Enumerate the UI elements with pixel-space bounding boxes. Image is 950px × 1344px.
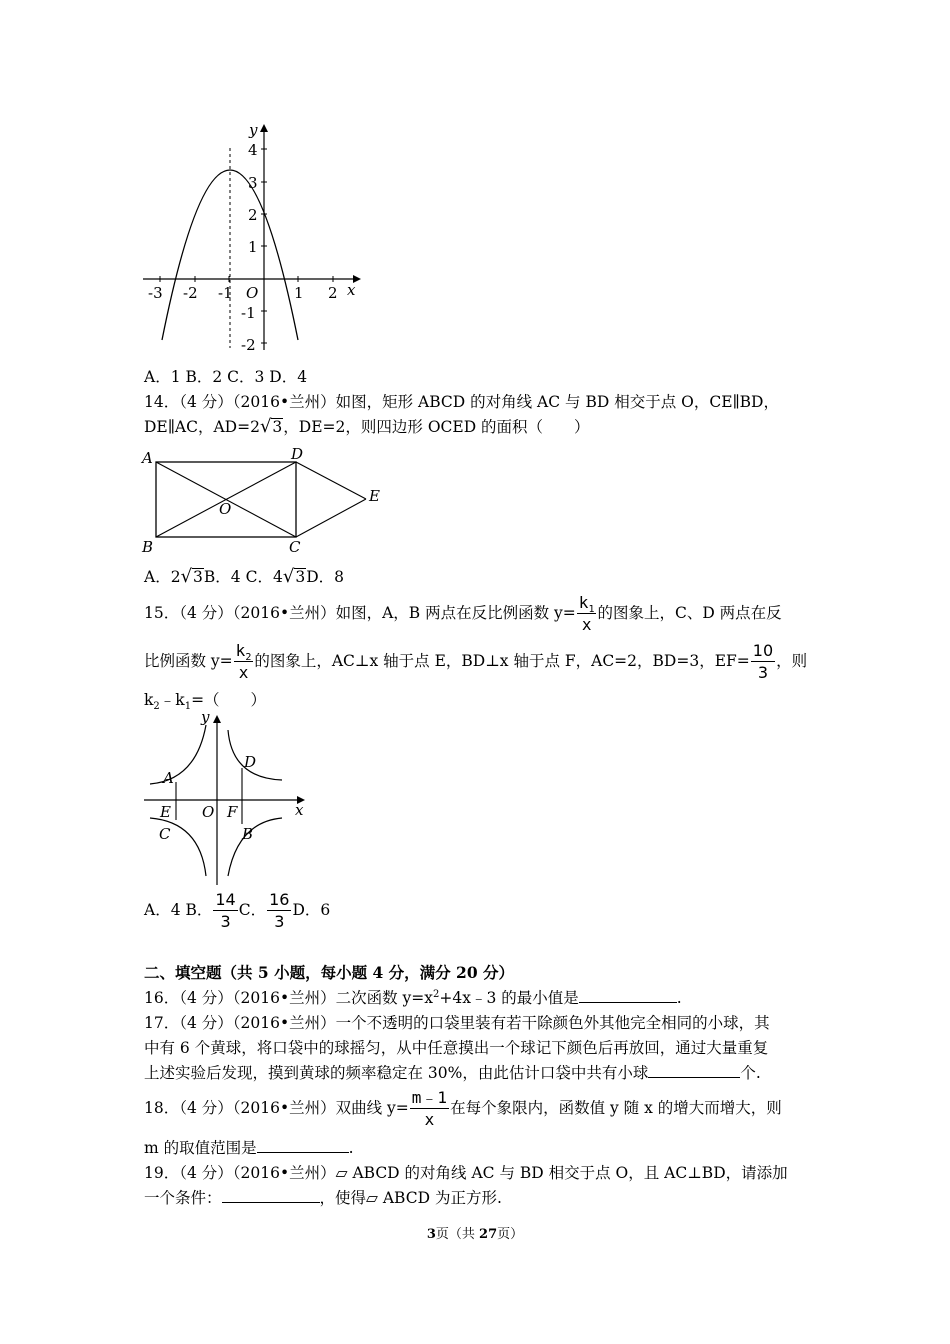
- point-label-a: A: [163, 769, 174, 787]
- y-axis-label: y: [249, 121, 258, 139]
- subscript: 2: [153, 701, 160, 713]
- q19-text: ，使得▱ ABCD 为正方形.: [319, 1189, 502, 1207]
- sqrt-sign: √: [259, 416, 272, 437]
- x-tick-label: -2: [183, 284, 198, 302]
- fraction-option-c: [267, 892, 291, 930]
- point-label-a: A: [142, 449, 153, 467]
- q14-options: [144, 567, 344, 587]
- q17-line3: [144, 1063, 761, 1083]
- option-text: D．8: [306, 568, 344, 586]
- rectangle-figure: [138, 444, 388, 560]
- q15-text: ，则: [776, 652, 808, 670]
- point-label-d: D: [244, 753, 257, 771]
- q15-text: k: [144, 691, 154, 709]
- x-axis-label: x: [295, 801, 304, 819]
- q15-text: 的图象上，AC⊥x 轴于点 E，BD⊥x 轴于点 F，AC=2，BD=3，EF=: [254, 652, 750, 670]
- q18-text: 在每个象限内，函数值 y 随 x 的增大而增大，则: [450, 1099, 782, 1117]
- numerator: 14: [215, 890, 236, 909]
- footer-text: 页（共: [435, 1227, 480, 1242]
- denominator: x: [238, 663, 249, 682]
- footer-text: 页）: [497, 1227, 524, 1242]
- hyperbola-k1-q2: [150, 725, 206, 784]
- sqrt-radicand: 3: [295, 568, 306, 586]
- denominator: 3: [220, 912, 231, 931]
- q17-text: 个.: [740, 1064, 761, 1082]
- page-total: 27: [479, 1227, 498, 1242]
- q15-line2: [144, 643, 807, 681]
- x-tick-label: 2: [328, 284, 338, 302]
- q15-text: 的图象上，C、D 两点在反: [597, 604, 782, 622]
- option-text: C．: [238, 901, 267, 919]
- q19-line1: 19．（4 分）（2016•兰州）▱ ABCD 的对角线 AC 与 BD 相交于点 O，且 AC⊥BD，请添加: [144, 1164, 788, 1182]
- point-label-o: O: [219, 500, 232, 518]
- q19-line2: [144, 1188, 502, 1208]
- subscript: 1: [184, 701, 192, 713]
- x-axis-label: x: [347, 281, 356, 299]
- option-text: A．4 B．: [144, 901, 213, 919]
- point-label-b: B: [142, 538, 154, 556]
- y-tick-label: 2: [248, 206, 258, 224]
- y-tick-label: 1: [248, 238, 258, 256]
- segment-de: [296, 462, 366, 499]
- fraction-m-minus-1-over-x: [410, 1090, 449, 1128]
- answer-blank[interactable]: [579, 1002, 677, 1003]
- point-label-e: E: [160, 803, 171, 821]
- subscript: 2: [245, 652, 252, 664]
- hyperbola-k1-q4: [228, 818, 282, 876]
- y-tick-label: 3: [248, 174, 258, 192]
- fraction-ef: [751, 643, 775, 681]
- y-axis-label: y: [201, 708, 210, 726]
- q18: [144, 1089, 782, 1128]
- denominator: x: [581, 615, 592, 634]
- segment-ce: [296, 499, 366, 537]
- point-label-e: E: [369, 487, 380, 505]
- point-label-d: D: [291, 445, 304, 463]
- point-label-o: O: [202, 803, 215, 821]
- q14-line1: 14．（4 分）（2016•兰州）如图，矩形 ABCD 的对角线 AC 与 BD 相交于点 O，CE∥BD，: [144, 393, 779, 411]
- q16-text: +4x﹣3 的最小值是: [439, 989, 579, 1007]
- point-label-c: C: [159, 825, 171, 843]
- y-axis-arrow: [260, 124, 268, 132]
- q16-text: 16．（4 分）（2016•兰州）二次函数 y=x: [144, 989, 434, 1007]
- denominator: 3: [274, 912, 285, 931]
- y-tick-label: -2: [241, 336, 256, 354]
- section-heading: 二、填空题（共 5 小题，每小题 4 分，满分 20 分）: [144, 963, 515, 982]
- q15-text: 比例函数 y=: [144, 652, 233, 670]
- parabola-graph: [138, 118, 368, 358]
- q15-text: =（ ）: [191, 691, 267, 709]
- numerator: k: [235, 641, 246, 660]
- q18-text: 18．（4 分）（2016•兰州）双曲线 y=: [144, 1099, 409, 1117]
- y-tick-label: -1: [241, 304, 256, 322]
- sqrt-sign: √: [282, 566, 295, 587]
- page-footer: [0, 1223, 950, 1242]
- sqrt-radicand: 3: [193, 568, 203, 586]
- answer-blank[interactable]: [648, 1077, 740, 1078]
- x-tick-label: -3: [148, 284, 163, 302]
- q14-line2: [144, 417, 590, 437]
- page-number: 3: [426, 1227, 436, 1242]
- numerator: m﹣1: [411, 1088, 448, 1107]
- q18-text: m 的取值范围是: [144, 1139, 257, 1157]
- denominator: x: [424, 1110, 435, 1129]
- q17-line2: 中有 6 个黄球，将口袋中的球摇匀，从中任意摸出一个球记下颜色后再放回，通过大量重复: [144, 1039, 769, 1057]
- point-label-b: B: [242, 825, 254, 843]
- y-axis-arrow: [213, 715, 221, 723]
- q17-text: 上述实验后发现，摸到黄球的频率稳定在 30%，由此估计口袋中共有小球: [144, 1064, 649, 1082]
- y-tick-label: 4: [248, 141, 258, 159]
- x-tick-label: 1: [294, 284, 304, 302]
- subscript: 1: [588, 604, 595, 616]
- numerator: k: [578, 593, 589, 612]
- sqrt-sign: √: [180, 566, 193, 587]
- q13-options: A．1 B．2 C．3 D．4: [144, 368, 308, 386]
- origin-label: O: [246, 284, 259, 302]
- q17-line1: 17．（4 分）（2016•兰州）一个不透明的口袋里装有若干除颜色外其他完全相同的小球，其: [144, 1014, 770, 1032]
- q14-text: ，DE=2，则四边形 OCED 的面积（ ）: [283, 418, 590, 436]
- q15-line1: [144, 595, 782, 633]
- q19-text: 一个条件：: [144, 1189, 222, 1207]
- q15-text: 15．（4 分）（2016•兰州）如图，A，B 两点在反比例函数 y=: [144, 604, 576, 622]
- fraction-k1-over-x: [577, 595, 597, 633]
- superscript: 2: [433, 988, 440, 1000]
- q18-line2: [144, 1138, 354, 1158]
- q18-text: .: [348, 1139, 354, 1157]
- numerator: 16: [269, 890, 290, 909]
- point-label-c: C: [289, 538, 301, 556]
- answer-blank[interactable]: [222, 1202, 320, 1203]
- hyperbola-figure: [138, 706, 318, 888]
- option-text: B．4 C．4: [203, 568, 283, 586]
- q16-text: .: [676, 989, 682, 1007]
- denominator: 3: [757, 663, 769, 682]
- sqrt-radicand: 3: [272, 418, 283, 436]
- x-tick-label: -1: [218, 284, 233, 302]
- point-label-f: F: [227, 803, 238, 821]
- answer-blank[interactable]: [257, 1152, 349, 1153]
- q15-options: [144, 892, 330, 930]
- q15-text: ﹣k: [159, 691, 185, 709]
- q16: [144, 988, 682, 1008]
- numerator: 10: [752, 641, 774, 660]
- q14-text: DE∥AC，AD=2: [144, 418, 260, 436]
- option-text: A．2: [144, 568, 181, 586]
- fraction-option-b: [213, 892, 237, 930]
- option-text: D．6: [292, 901, 331, 919]
- fraction-k2-over-x: [234, 643, 254, 681]
- parabola-curve: [162, 170, 298, 340]
